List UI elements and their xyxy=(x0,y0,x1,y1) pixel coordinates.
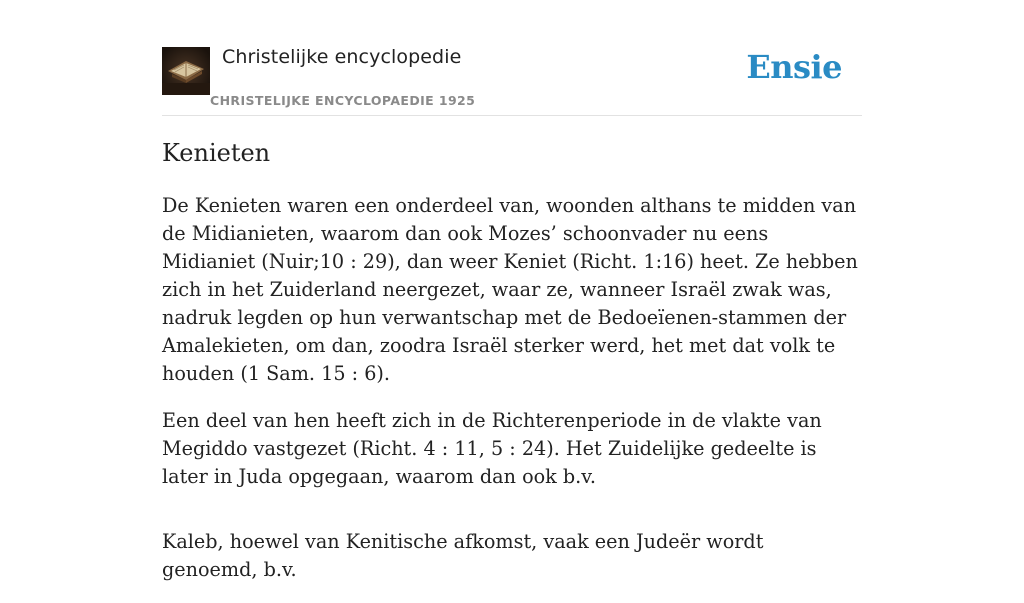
header-divider xyxy=(162,115,862,116)
article-body xyxy=(162,192,862,603)
paragraph: De Kenieten waren een onderdeel van, woonden althans te midden van de Midianieten, waarom dan ook Mozes’ schoonvader nu eens Midianiet (Nuir;10 : 29), dan weer Keniet (Richt. 1:16) heet. Ze hebben zich in het Zuiderland neergezet, waar ze, wanneer Israël zwak was, nadruk legden op hun verwantschap met de Bedoeïenen-stammen der Amalekieten, om dan, zoodra Israël sterker werd, het met dat volk te houden (1 Sam. 15 : 6). xyxy=(162,194,858,385)
paragraph: Kaleb, hoewel van Kenitische afkomst, vaak een Judeër wordt genoemd, b.v. xyxy=(162,530,764,581)
book-photo-icon[interactable] xyxy=(162,47,210,95)
header xyxy=(162,46,862,116)
edition-label: CHRISTELIJKE ENCYCLOPAEDIE 1925 xyxy=(210,93,476,108)
encyclopedia-title[interactable]: Christelijke encyclopedie xyxy=(222,46,462,68)
brand-logo[interactable]: Ensie xyxy=(746,48,842,86)
paragraph: Een deel van hen heeft zich in de Richterenperiode in de vlakte van Megiddo vastgezet (Richt. 4 : 11, 5 : 24). Het Zuidelijke gedeelte is later in Juda opgegaan, waarom dan ook b.v. xyxy=(162,409,822,488)
article-title: Kenieten xyxy=(162,139,271,167)
